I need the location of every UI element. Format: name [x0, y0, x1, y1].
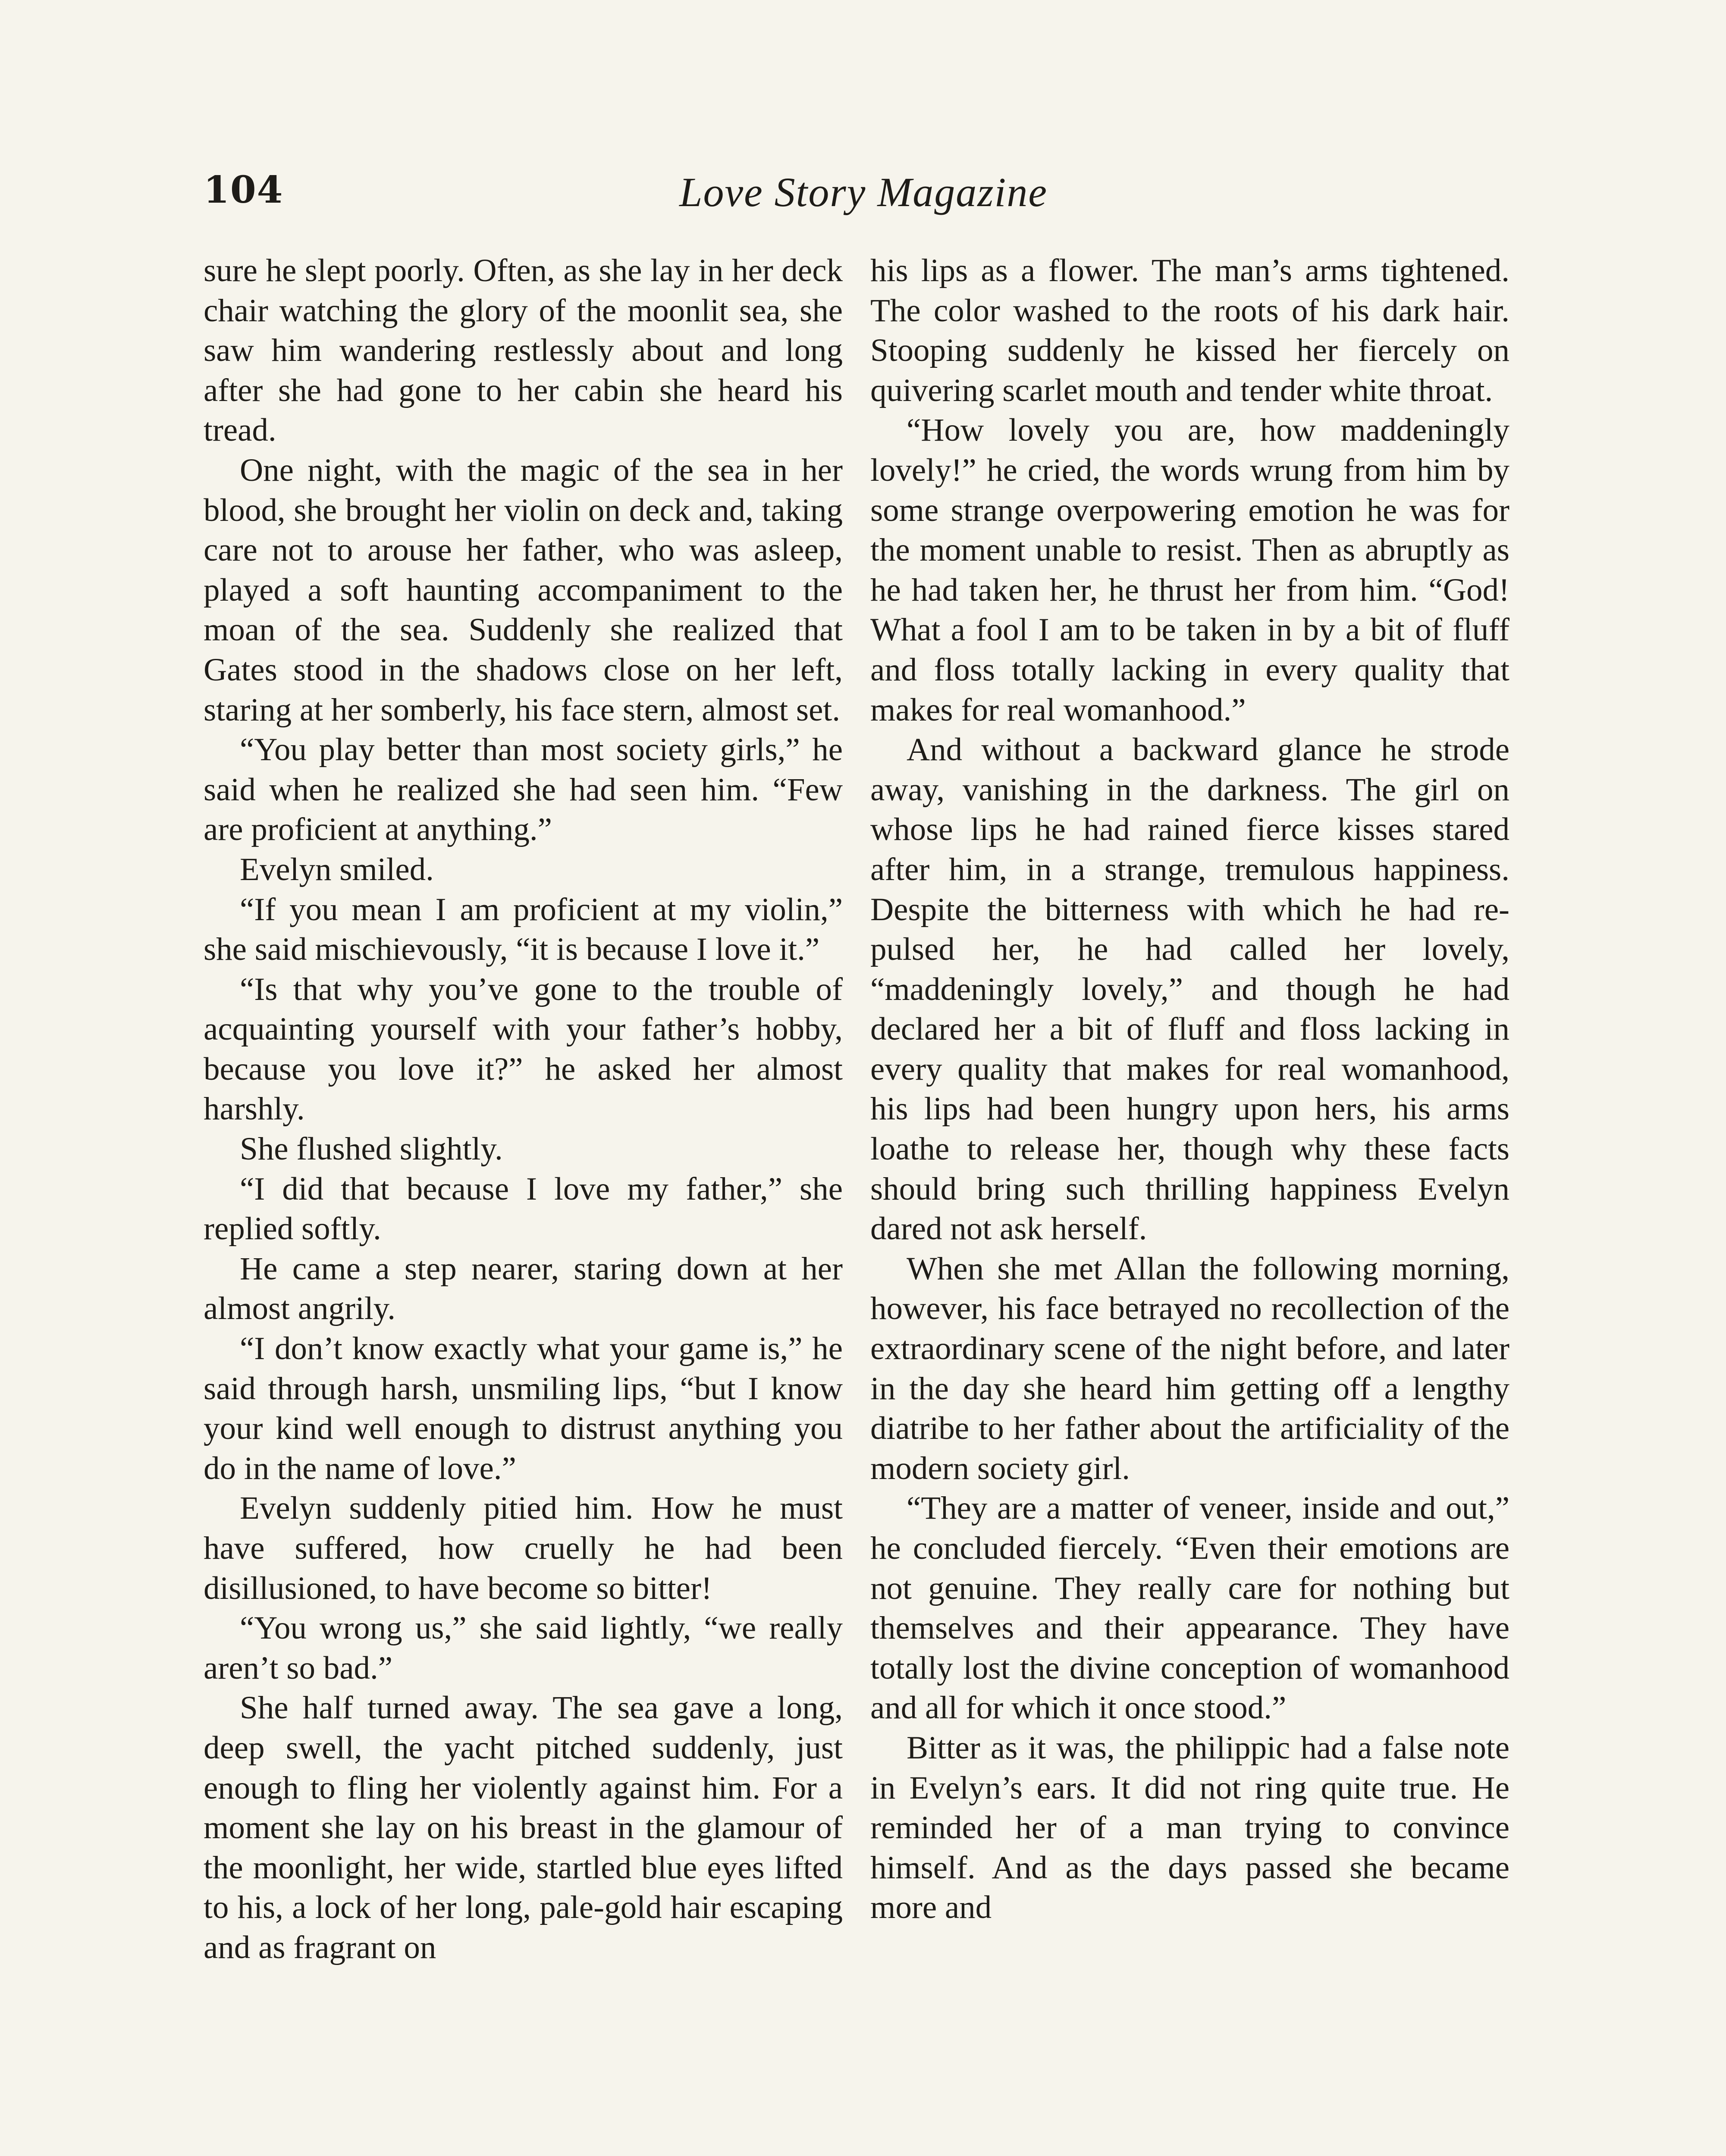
paragraph: She half turned away. The sea gave a long, deep swell, the yacht pitched suddenly, just enough to fling her violently against him. For a moment she lay on his breast in the glamour of the moonlight, her wide, startled blue eyes lifted to his, a lock of her long, pale-gold hair escaping and as fragrant on	[204, 1690, 843, 1965]
page-header	[204, 160, 1523, 220]
page-number: 104	[204, 168, 284, 212]
paragraph: “They are a matter of veneer, inside and out,” he concluded fiercely. “Even their emotions are not genuine. They really care for nothing but themselves and their appearance. They have totally lost the divine conception of womanhood and all for which it once stood.”	[870, 1490, 1509, 1726]
paragraph: “I don’t know exactly what your game is,” he said through harsh, unsmiling lips, “but I know your kind well enough to distrust anything you do in the name of love.”	[204, 1331, 843, 1486]
paragraph: “Is that why you’ve gone to the trouble of acquainting yourself with your father’s hobby, because you love it?” he asked her almost harshly.	[204, 971, 843, 1127]
magazine-title: Love Story Magazine	[679, 169, 1048, 215]
paragraph: “I did that because I love my father,” she replied softly.	[204, 1171, 843, 1247]
paragraph: He came a step nearer, staring down at her almost angrily.	[204, 1250, 843, 1327]
paragraph: Bitter as it was, the philippic had a false note in Evelyn’s ears. It did not ring quite true. He reminded her of a man trying to convince himself. And as the days passed she became more and	[870, 1730, 1509, 1926]
left-text-column	[204, 251, 843, 2156]
right-text-column	[870, 251, 1509, 2156]
paragraph: “How lovely you are, how maddeningly lovely!” he cried, the words wrung from him by some strange overpowering emotion he was for the moment unable to resist. Then as abruptly as he had taken her, he thrust her from him. “God! What a fool I am to be taken in by a bit of fluff and floss totally lacking in every quality that makes for real womanhood.”	[870, 412, 1509, 728]
paragraph: Evelyn suddenly pitied him. How he must have suffered, how cruelly he had been disillusioned, to have become so bitter!	[204, 1490, 843, 1606]
paragraph: One night, with the magic of the sea in her blood, she brought her violin on deck and, taking care not to arouse her father, who was asleep, played a soft haunting accompaniment to the moan of the sea. Suddenly she realized that Gates stood in the shadows close on her left, staring at her somberly, his face stern, almost set.	[204, 452, 843, 728]
paragraph: And without a backward glance he strode away, vanishing in the darkness. The girl on whose lips he had rained fierce kisses stared after him, in a strange, tremulous happiness. Despite the bitterness with which he had repulsed her, he had called her lovely, “maddeningly lovely,” and though he had declared her a bit of fluff and floss lacking in every quality that makes for real womanhood, his lips had been hungry upon hers, his arms loathe to release her, though why these facts should bring such thrilling happiness Evelyn dared not ask herself.	[870, 732, 1509, 1247]
paragraph: When she met Allan the following morning, however, his face betrayed no recollection of the extraordinary scene of the night before, and later in the day she heard him getting off a lengthy diatribe to her father about the artificiality of the modern society girl.	[870, 1250, 1509, 1486]
paragraph: sure he slept poorly. Often, as she lay in her deck chair watching the glory of the moonlit sea, she saw him wandering restlessly about and long after she had gone to her cabin she heard his tread.	[204, 253, 843, 448]
paragraph: “You wrong us,” she said lightly, “we really aren’t so bad.”	[204, 1610, 843, 1686]
paragraph: “If you mean I am proficient at my violin,” she said mischievously, “it is because I love it.”	[204, 891, 843, 968]
paragraph: his lips as a flower. The man’s arms tightened. The color washed to the roots of his dark hair. Stooping suddenly he kissed her fiercely on quivering scarlet mouth and tender white throat.	[870, 253, 1509, 408]
paragraph: She flushed slightly.	[240, 1131, 503, 1167]
paragraph: “You play better than most society girls,” he said when he realized she had seen him. “Few are proficient at anything.”	[204, 732, 843, 848]
paragraph: Evelyn smiled.	[240, 851, 434, 887]
